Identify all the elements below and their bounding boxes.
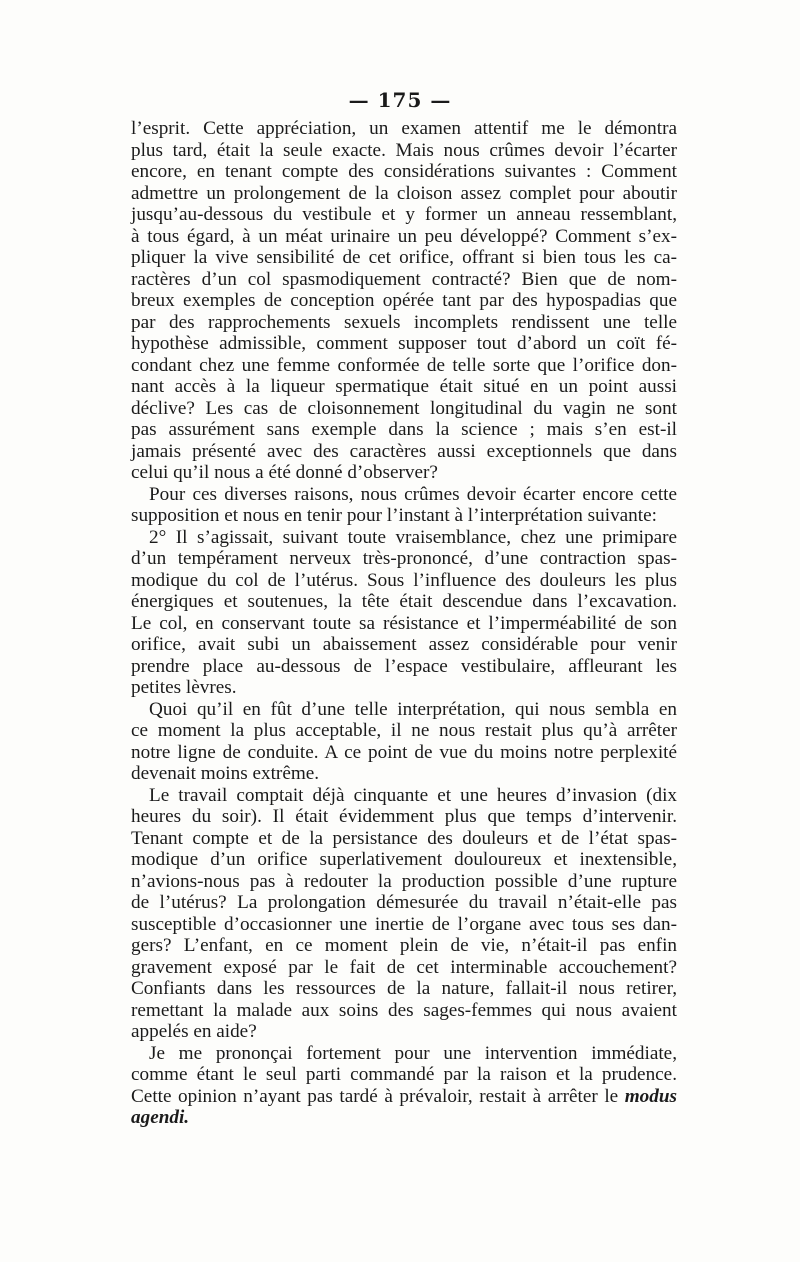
text-line: par des rapprochements sexuels incomplets rendissent une telle — [131, 311, 677, 333]
text-line: Tenant compte et de la persistance des douleurs et de l’état spas- — [131, 827, 677, 849]
text-line: jusqu’au-dessous du vestibule et y former un anneau ressemblant, — [131, 204, 677, 225]
text-line: remettant la malade aux soins des sages-femmes qui nous avaient — [131, 999, 677, 1021]
text-line: Confiants dans les ressources de la nature, fallait-il nous retirer, — [131, 978, 677, 999]
text-line: Le travail comptait déjà cinquante et une heures d’invasion (dix — [149, 784, 677, 806]
paragraph-4 — [131, 699, 677, 785]
text-line: hypothèse admissible, comment supposer tout d’abord un coït fé- — [131, 333, 677, 354]
text-line: prendre place au-dessous de l’espace vestibulaire, affleurant les — [131, 655, 677, 677]
italic-term: agendi. — [131, 1107, 190, 1128]
paragraph-3 — [131, 527, 677, 699]
text-line: appelés en aide? — [131, 1021, 257, 1042]
paragraph-6 — [131, 1043, 677, 1129]
text-line: pas assurément sans exemple dans la science ; mais s’en est-il — [131, 419, 677, 440]
body-text — [131, 118, 677, 1129]
text-line: énergiques et soutenues, la tête était descendue dans l’excavation. — [131, 591, 677, 612]
text-line: déclive? Les cas de cloisonnement longitudinal du vagin ne sont — [131, 397, 677, 419]
text-line: n’avions-nous pas à redouter la production possible d’une rupture — [131, 870, 677, 892]
text-line: breux exemples de conception opérée tant par des hypospadias que — [131, 290, 677, 311]
text-line: ractères d’un col spasmodiquement contracté? Bien que de nom- — [131, 268, 677, 290]
paragraph-2 — [131, 484, 677, 527]
text-line: jamais présenté avec des caractères aussi exceptionnels que dans — [131, 440, 677, 462]
text-line: orifice, avait subi un abaissement assez considérable pour venir — [131, 634, 677, 655]
page-number: — 175 — — [348, 88, 452, 112]
text-line: ce moment la plus acceptable, il ne nous restait plus qu’à arrêter — [131, 720, 677, 741]
text-line: comme étant le seul parti commandé par la raison et la prudence. — [131, 1064, 677, 1085]
text-line: supposition et nous en tenir pour l’instant à l’interprétation suivante: — [131, 505, 657, 526]
paragraph-5 — [131, 785, 677, 1043]
text-line — [131, 1107, 677, 1129]
text-line: l’esprit. Cette appréciation, un examen attentif me le démontra — [131, 118, 677, 139]
text-line: à tous égard, à un méat urinaire un peu développé? Comment s’ex- — [131, 225, 677, 247]
text-line: de l’utérus? La prolongation démesurée du travail n’était-elle pas — [131, 892, 677, 913]
text-line: Cette opinion n’ayant pas tardé à prévaloir, restait à arrêter le modus — [131, 1085, 677, 1107]
text-line: condant chez une femme conformée de telle sorte que l’orifice don- — [131, 354, 677, 376]
text-line: petites lèvres. — [131, 677, 237, 698]
paragraph-1 — [131, 118, 677, 484]
text-line: Le col, en conservant toute sa résistance et l’imperméabilité de son — [131, 612, 677, 634]
text-line: d’un tempérament nerveux très-prononcé, d’une contraction spas- — [131, 548, 677, 569]
text-line: nant accès à la liqueur spermatique était situé en un point aussi — [131, 376, 677, 397]
text-line: pliquer la vive sensibilité de cet orifice, offrant si bien tous les ca- — [131, 247, 677, 268]
text-line: plus tard, était la seule exacte. Mais nous crûmes devoir l’écarter — [131, 139, 677, 161]
text-line: 2° Il s’agissait, suivant toute vraisemblance, chez une primipare — [149, 526, 677, 548]
italic-term: modus — [624, 1085, 677, 1107]
text-line: Je me prononçai fortement pour une intervention immédiate, — [149, 1042, 677, 1064]
text-line: celui qu’il nous a été donné d’observer? — [131, 462, 438, 483]
text-line: admettre un prolongement de la cloison assez complet pour aboutir — [131, 182, 677, 204]
text-line: heures du soir). Il était évidemment plus que temps d’intervenir. — [131, 806, 677, 827]
text-line: gravement exposé par le fait de cet interminable accouchement? — [131, 956, 677, 978]
text-line: devenait moins extrême. — [131, 763, 320, 784]
text-line: Quoi qu’il en fût d’une telle interprétation, qui nous sembla en — [149, 698, 677, 720]
text-line: modique d’un orifice superlativement douloureux et inextensible, — [131, 849, 677, 870]
text-line: notre ligne de conduite. A ce point de vue du moins notre perplexité — [131, 741, 677, 763]
text-line: gers? L’enfant, en ce moment plein de vie, n’était-il pas enfin — [131, 935, 677, 956]
text-line: encore, en tenant compte des considérations suivantes : Comment — [131, 161, 677, 182]
text-line: modique du col de l’utérus. Sous l’influence des douleurs les plus — [131, 569, 677, 591]
text-line: susceptible d’occasionner une inertie de l’organe avec tous ses dan- — [131, 913, 677, 935]
text-line: Pour ces diverses raisons, nous crûmes devoir écarter encore cette — [149, 483, 677, 505]
